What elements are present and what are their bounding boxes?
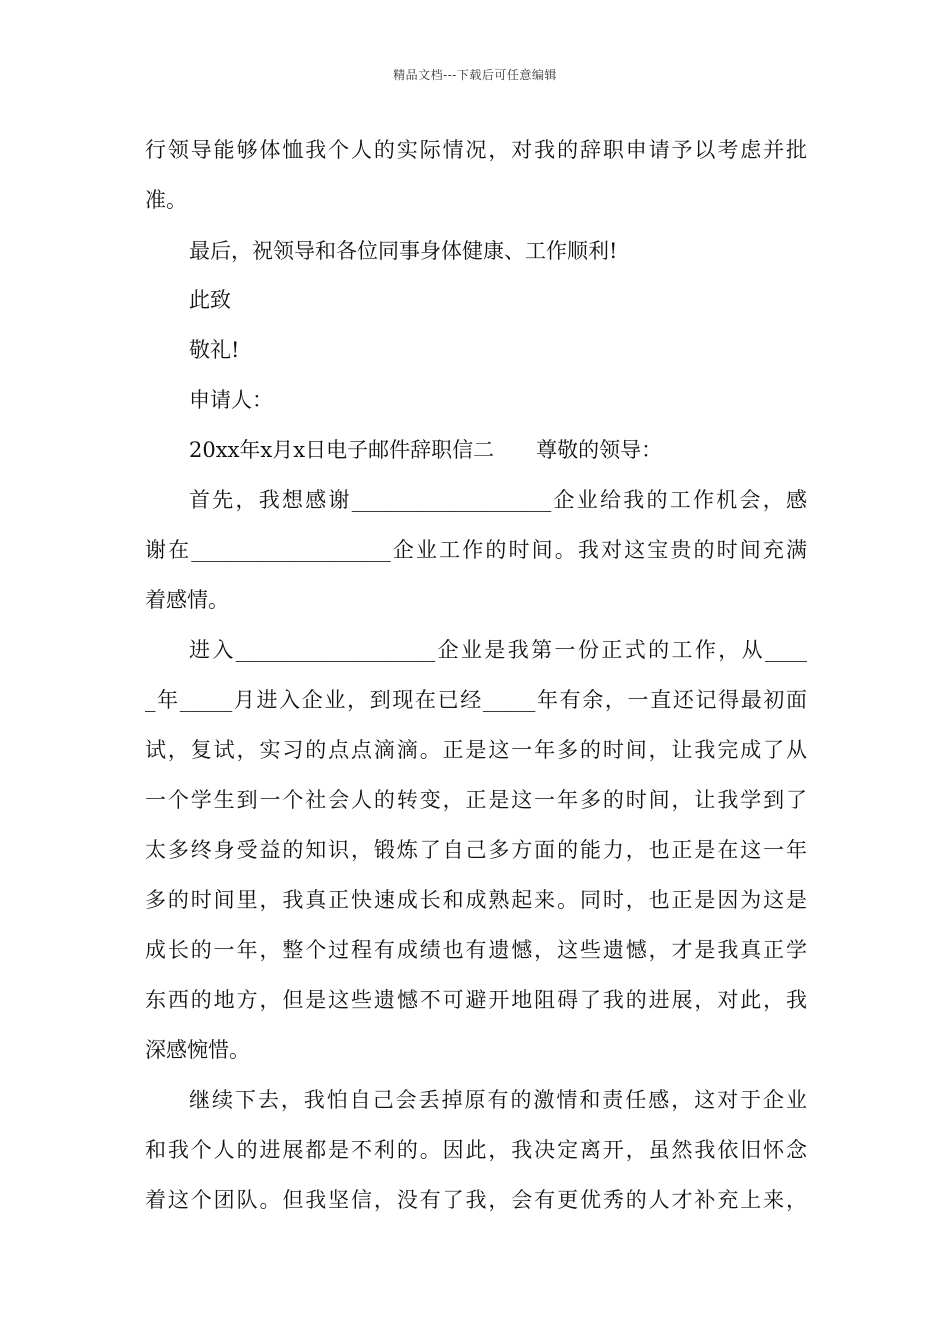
text-line: 最后，祝领导和各位同事身体健康、工作顺利! bbox=[189, 239, 618, 263]
text-line: 准。 bbox=[145, 188, 187, 212]
text-line: 首先，我想感谢___________________企业给我的工作机会，感 bbox=[189, 488, 807, 512]
text-line: 20xx年x月x日电子邮件辞职信二 尊敬的领导： bbox=[189, 438, 663, 462]
text-line: 继续下去，我怕自己会丢掉原有的激情和责任感，这对于企业 bbox=[189, 1088, 807, 1112]
text-line: 深感惋惜。 bbox=[145, 1038, 250, 1062]
text-line: 行领导能够体恤我个人的实际情况，对我的辞职申请予以考虑并批 bbox=[145, 138, 807, 162]
text-line: 一个学生到一个社会人的转变，正是这一年多的时间，让我学到了 bbox=[145, 788, 807, 812]
text-line: 太多终身受益的知识，锻炼了自己多方面的能力，也正是在这一年 bbox=[145, 838, 807, 862]
text-line: 成长的一年，整个过程有成绩也有遗憾，这些遗憾，才是我真正学 bbox=[145, 938, 807, 962]
text-line: 东西的地方，但是这些遗憾不可避开地阻碍了我的进展，对此，我 bbox=[145, 988, 807, 1012]
text-line: 多的时间里，我真正快速成长和成熟起来。同时，也正是因为这是 bbox=[145, 888, 807, 912]
text-line: 着这个团队。但我坚信，没有了我，会有更优秀的人才补充上来， bbox=[145, 1188, 807, 1212]
text-line: 申请人： bbox=[189, 388, 273, 412]
text-line: 试，复试，实习的点点滴滴。正是这一年多的时间，让我完成了从 bbox=[145, 738, 807, 762]
text-line: 谢在___________________企业工作的时间。我对这宝贵的时间充满 bbox=[145, 538, 807, 562]
text-line: 进入___________________企业是我第一份正式的工作，从____ bbox=[189, 638, 807, 662]
text-line: 和我个人的进展都是不利的。因此，我决定离开，虽然我依旧怀念 bbox=[145, 1138, 807, 1162]
page-header: 精品文档---下载后可任意编辑 bbox=[393, 68, 557, 82]
text-line: 敬礼! bbox=[189, 338, 240, 362]
text-line: _年_____月进入企业，到现在已经_____年有余，一直还记得最初面 bbox=[145, 688, 807, 712]
text-line: 此致 bbox=[189, 288, 231, 312]
text-line: 着感情。 bbox=[145, 588, 229, 612]
